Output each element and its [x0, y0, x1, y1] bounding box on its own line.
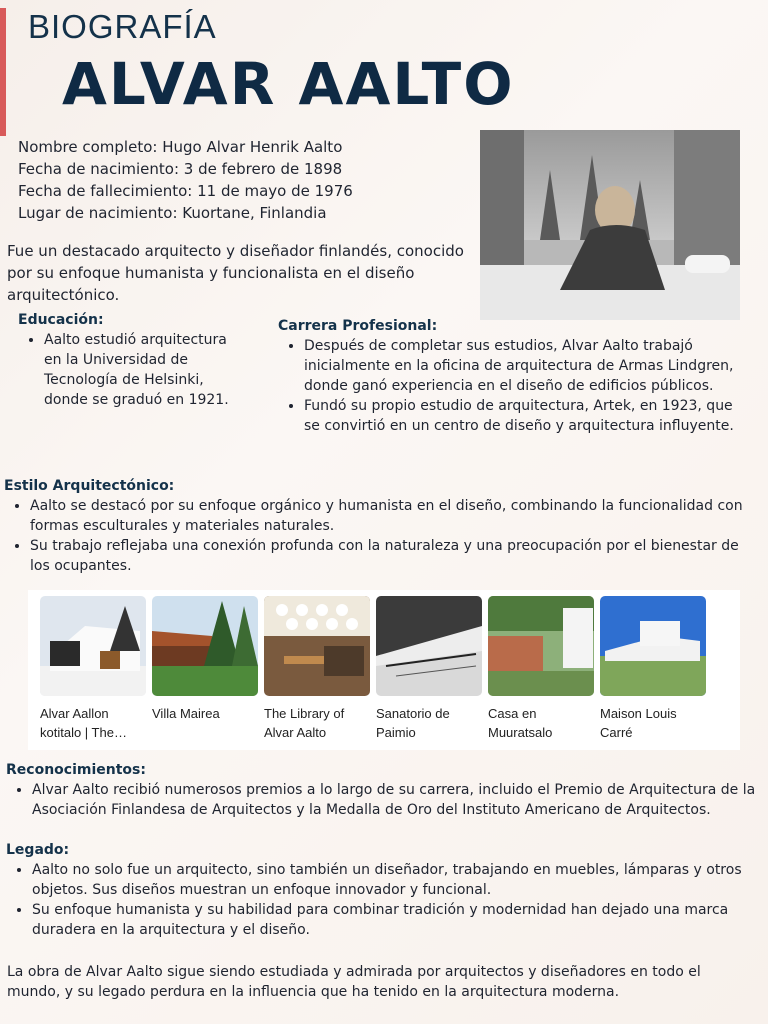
gallery-card[interactable]	[152, 596, 258, 742]
closing-paragraph: La obra de Alvar Aalto sigue siendo estudiada y admirada por arquitectos y diseñadores en todo el mundo, y su legado perdura en la influencia que ha tenido en la arquitectura moderna.	[7, 964, 701, 1000]
gallery-card[interactable]	[40, 596, 146, 742]
list-item: • Aalto estudió arquitectura en la Universidad de Tecnología de Helsinki, donde se graduó en 1921.	[44, 330, 248, 410]
list-item: • Aalto se destacó por su enfoque orgánico y humanista en el diseño, combinando la funcionalidad con formas esculturales y materiales naturales.	[30, 496, 760, 536]
legacy-section	[6, 842, 756, 940]
education-list	[18, 330, 248, 410]
gallery-card[interactable]	[264, 596, 370, 742]
facts-block	[18, 136, 353, 224]
kicker: BIOGRAFÍA	[28, 8, 217, 45]
style-section	[4, 478, 760, 576]
list-item: • Alvar Aalto recibió numerosos premios a lo largo de su carrera, incluido el Premio de Arquitectura de la Asociación Finlandesa de Arquitectos y la Medalla de Oro del Instituto Americano de Arquitectos.	[32, 780, 756, 820]
education-title: Educación:	[18, 312, 104, 328]
gallery-caption: Alvar Aallon kotitalo | The…	[40, 706, 127, 740]
birth-place: Lugar de nacimiento: Kuortane, Finlandia	[18, 204, 327, 222]
gallery-thumbnail	[40, 596, 146, 696]
gallery-caption: Maison Louis Carré	[600, 706, 677, 740]
legacy-title: Legado:	[6, 842, 70, 858]
list-item: • Su enfoque humanista y su habilidad para combinar tradición y modernidad han dejado una marca duradera en la arquitectura y el diseño.	[32, 900, 756, 940]
full-name: Nombre completo: Hugo Alvar Henrik Aalto	[18, 138, 343, 156]
gallery-thumbnail	[264, 596, 370, 696]
career-section	[278, 318, 748, 436]
career-list	[278, 336, 748, 436]
list-item: • Aalto no solo fue un arquitecto, sino también un diseñador, trabajando en muebles, lámparas y otros objetos. Sus diseños muestran un enfoque innovador y funcional.	[32, 860, 756, 900]
death-date: Fecha de fallecimiento: 11 de mayo de 1976	[18, 182, 353, 200]
list-item: • Su trabajo reflejaba una conexión profunda con la naturaleza y una preocupación por el bienestar de los ocupantes.	[30, 536, 760, 576]
legacy-list	[6, 860, 756, 940]
list-item: • Fundó su propio estudio de arquitectura, Artek, en 1923, que se convirtió en un centro de diseño y arquitectura influyente.	[304, 396, 748, 436]
gallery-thumbnail	[152, 596, 258, 696]
accent-bar	[0, 8, 6, 136]
gallery-card[interactable]	[376, 596, 482, 742]
gallery-caption: Casa en Muuratsalo	[488, 706, 553, 740]
recognition-title: Reconocimientos:	[6, 762, 146, 778]
birth-date: Fecha de nacimiento: 3 de febrero de 1898	[18, 160, 343, 178]
gallery-caption: Sanatorio de Paimio	[376, 706, 450, 740]
gallery-thumbnail	[600, 596, 706, 696]
intro-paragraph: Fue un destacado arquitecto y diseñador finlandés, conocido por su enfoque humanista y funcionalista en el diseño arquitectónico.	[7, 242, 464, 304]
gallery-caption: Villa Mairea	[152, 706, 220, 721]
list-item: • Después de completar sus estudios, Alvar Aalto trabajó inicialmente en la oficina de arquitectura de Armas Lindgren, donde ganó experiencia en el diseño de edificios públicos.	[304, 336, 748, 396]
gallery-card[interactable]	[600, 596, 706, 742]
style-title: Estilo Arquitectónico:	[4, 478, 175, 494]
page-title: ALVAR AALTO	[62, 50, 515, 118]
portrait-illustration	[480, 130, 740, 320]
recognition-list	[6, 780, 756, 820]
gallery-card[interactable]	[488, 596, 594, 742]
recognition-section	[6, 762, 756, 820]
gallery-thumbnail	[488, 596, 594, 696]
education-section	[18, 312, 248, 410]
image-gallery	[28, 590, 740, 750]
portrait-photo	[480, 130, 740, 320]
career-title: Carrera Profesional:	[278, 318, 438, 334]
gallery-thumbnail	[376, 596, 482, 696]
style-list	[4, 496, 760, 576]
gallery-caption: The Library of Alvar Aalto	[264, 706, 345, 740]
